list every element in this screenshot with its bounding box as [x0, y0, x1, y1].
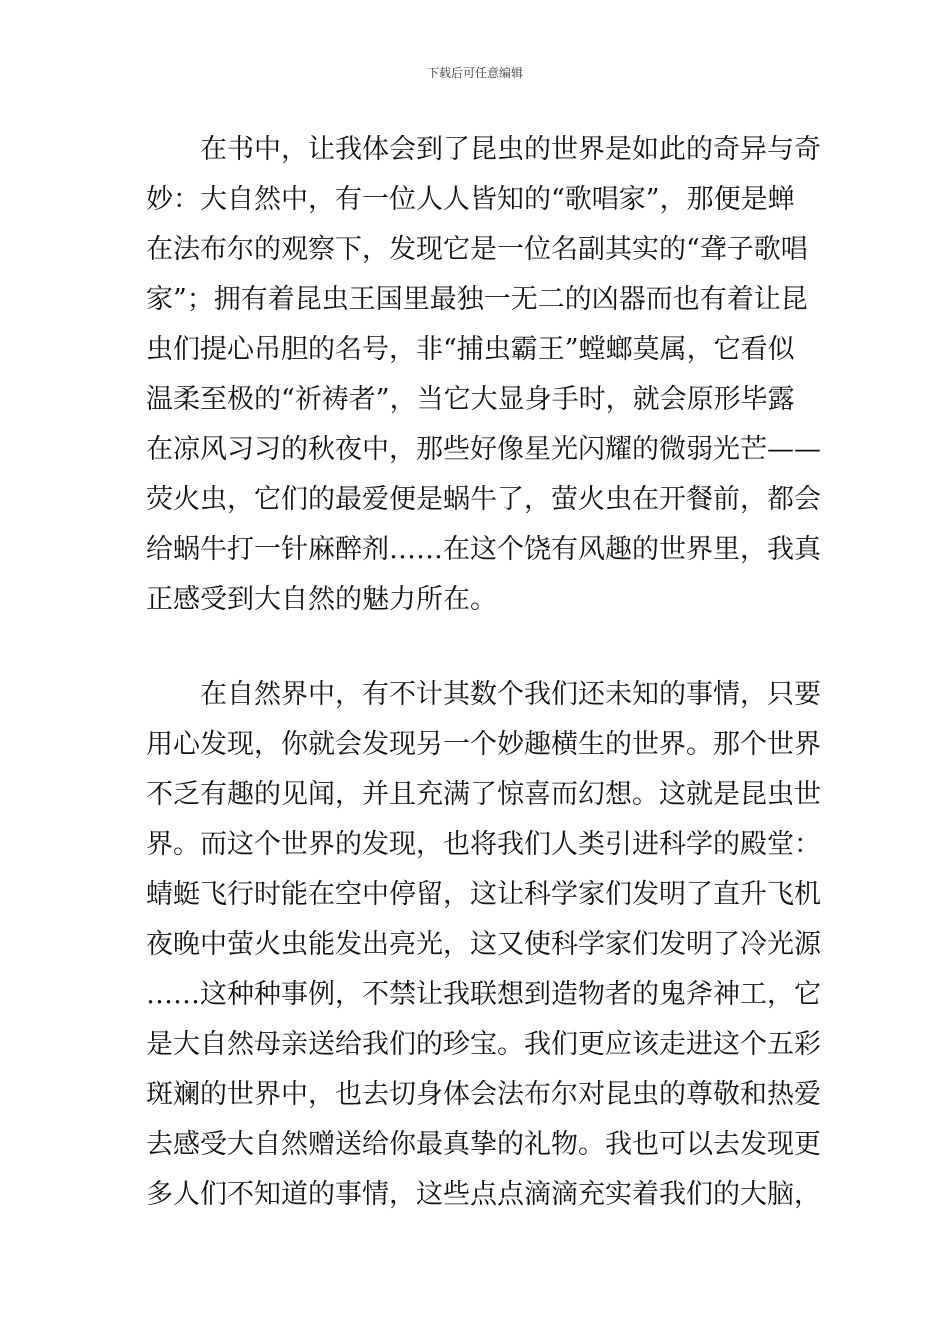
- paragraph-line: 温柔至极的“祈祷者”，当它大显身手时，就会原形毕露: [146, 384, 795, 415]
- paragraph-line: 用心发现，你就会发现另一个妙趣横生的世界。那个世界: [146, 729, 821, 760]
- paragraph-line: 虫们提心吊胆的名号，非“捕虫霸王”螳螂莫属，它看似: [146, 334, 795, 365]
- paragraph-line: 家”；拥有着昆虫王国里最独一无二的凶器而也有着让昆: [146, 284, 808, 315]
- paragraph-line: 给蜗牛打一针麻醉剂……在这个饶有风趣的世界里，我真: [146, 534, 821, 565]
- paragraph-line: 在自然界中，有不计其数个我们还未知的事情，只要: [200, 679, 821, 710]
- paragraph-line: 在法布尔的观察下，发现它是一位名副其实的“聋子歌唱: [146, 234, 808, 265]
- paragraph-line: 妙：大自然中，有一位人人皆知的“歌唱家”，那便是蝉: [146, 184, 795, 215]
- paragraph-line: 多人们不知道的事情，这些点点滴滴充实着我们的大脑，: [146, 1179, 821, 1210]
- paragraph-line: 是大自然母亲送给我们的珍宝。我们更应该走进这个五彩: [146, 1029, 821, 1060]
- paragraph-line: 夜晚中萤火虫能发出亮光，这又使科学家们发明了冷光源: [146, 929, 821, 960]
- paragraph-line: 正感受到大自然的魅力所在。: [146, 584, 497, 615]
- paragraph-line: 在凉风习习的秋夜中，那些好像星光闪耀的微弱光芒——: [146, 434, 821, 465]
- paragraph-line: 斑斓的世界中，也去切身体会法布尔对昆虫的尊敬和热爱: [146, 1079, 821, 1110]
- paragraph-line: 去感受大自然赠送给你最真挚的礼物。我也可以去发现更: [146, 1129, 821, 1160]
- paragraph-2: [146, 670, 821, 1220]
- paragraph-line: ……这种种事例，不禁让我联想到造物者的鬼斧神工，它: [146, 979, 821, 1010]
- paragraph-line: 界。而这个世界的发现，也将我们人类引进科学的殿堂：: [146, 829, 821, 860]
- page-header: 下载后可任意编辑: [426, 66, 523, 80]
- paragraph-line: 荧火虫，它们的最爱便是蜗牛了，萤火虫在开餐前，都会: [146, 484, 821, 515]
- paragraph-1: [146, 125, 821, 625]
- paragraph-line: 蜻蜓飞行时能在空中停留，这让科学家们发明了直升飞机: [146, 879, 821, 910]
- paragraph-line: 在书中，让我体会到了昆虫的世界是如此的奇异与奇: [200, 134, 821, 165]
- paragraph-line: 不乏有趣的见闻，并且充满了惊喜而幻想。这就是昆虫世: [146, 779, 821, 810]
